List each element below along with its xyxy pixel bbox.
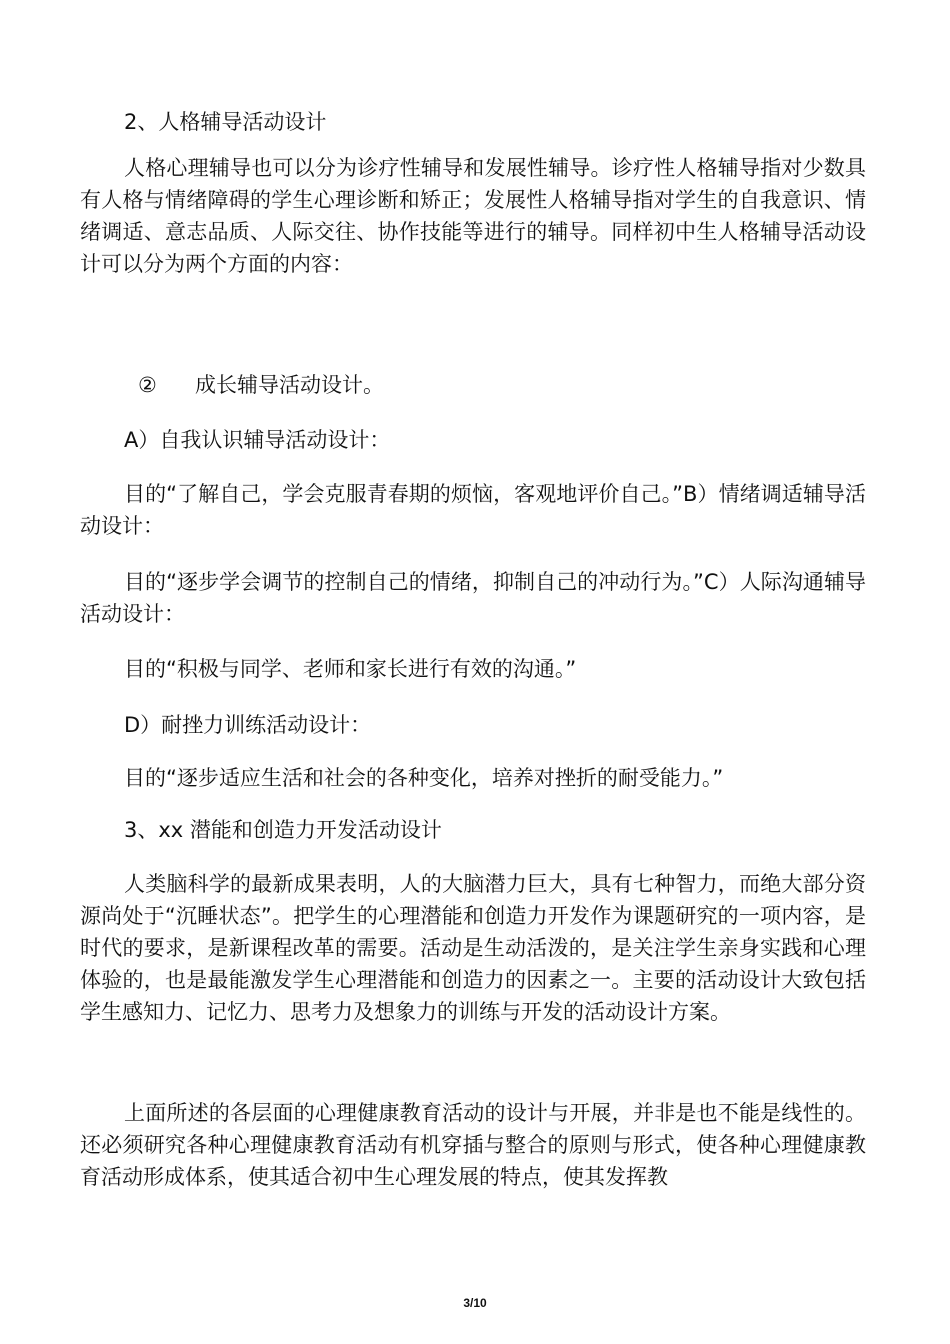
section-heading-2: 2、人格辅导活动设计 <box>124 110 327 134</box>
paragraph-potential-creativity: 人类脑科学的最新成果表明，人的大脑潜力巨大，具有七种智力，而绝大部分资源尚处于“沉睡状态”。把学生的心理潜能和创造力开发作为课题研究的一项内容，是时代的要求，是新课程改革的需要。活动是生动活泼的，是关注学生亲身实践和心理体验的，也是最能激发学生心理潜能和创造力的因素之一。主要的活动设计大致包括学生感知力、记忆力、思考力及想象力的训练与开发的活动设计方案。 <box>80 872 866 1024</box>
paragraph-activity-integration: 上面所述的各层面的心理健康教育活动的设计与开展，并非是也不能是线性的。还必须研究各种心理健康教育活动有机穿插与整合的原则与形式，使各种心理健康教育活动形成体系，使其适合初中生心理发展的特点，使其发挥教 <box>80 1101 866 1189</box>
paragraph-personality-counseling: 人格心理辅导也可以分为诊疗性辅导和发展性辅导。诊疗性人格辅导指对少数具有人格与情绪障碍的学生心理诊断和矫正；发展性人格辅导指对学生的自我意识、情绪调适、意志品质、人际交往、协作技能等进行的辅导。同样初中生人格辅导活动设计可以分为两个方面的内容： <box>80 156 866 276</box>
subheading-a: A）自我认识辅导活动设计： <box>124 428 391 452</box>
subheading-d: D）耐挫力训练活动设计： <box>124 713 372 737</box>
section-heading-3: 3、xx 潜能和创造力开发活动设计 <box>124 818 442 842</box>
paragraph-c-purpose: 目的“积极与同学、老师和家长进行有效的沟通。” <box>124 657 577 681</box>
list-item-growth-counseling: 成长辅导活动设计。 <box>195 373 384 397</box>
paragraph-d-purpose: 目的“逐步适应生活和社会的各种变化，培养对挫折的耐受能力。” <box>124 766 724 790</box>
page-number: 3/10 <box>463 1296 487 1310</box>
list-marker-circled-2: ② <box>138 373 157 397</box>
paragraph-a-purpose: 目的“了解自己，学会克服青春期的烦恼，客观地评价自己。”B）情绪调适辅导活动设计： <box>80 482 866 538</box>
paragraph-b-purpose: 目的“逐步学会调节的控制自己的情绪，抑制自己的冲动行为。”C）人际沟通辅导活动设计： <box>80 570 866 626</box>
